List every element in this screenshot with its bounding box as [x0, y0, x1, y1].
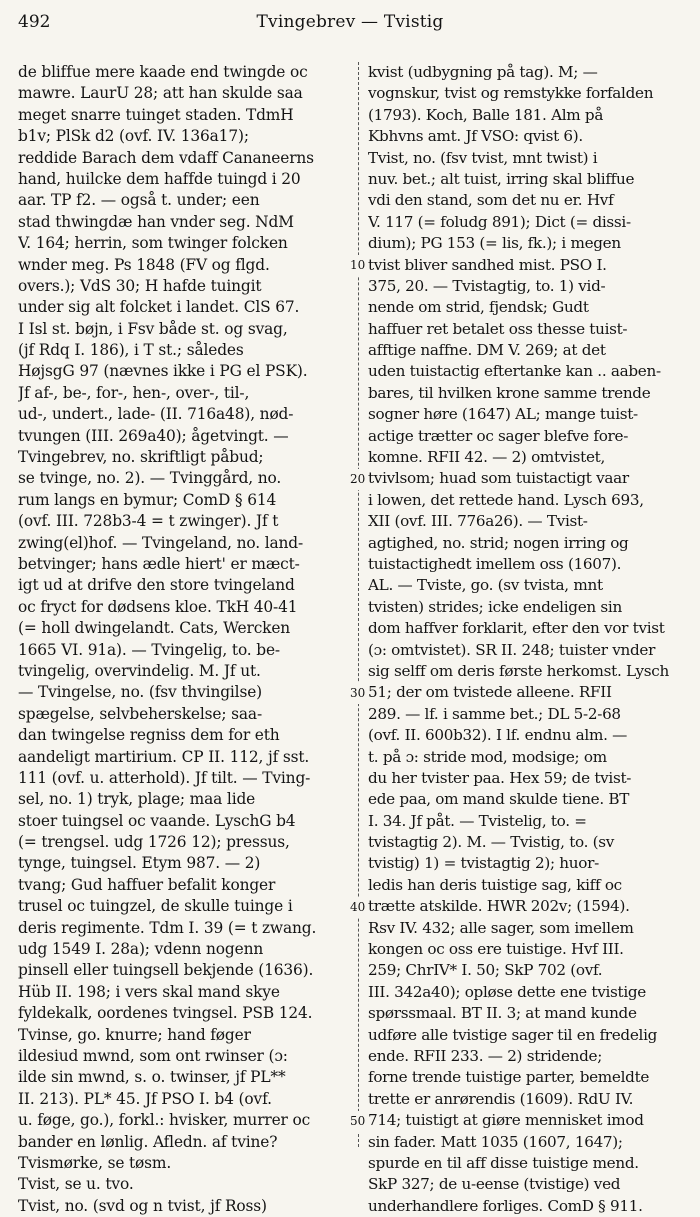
text-line: sin fader. Matt 1035 (1607, 1647); — [368, 1132, 623, 1151]
line-number: 10 — [350, 255, 365, 276]
text-line: betvinger; hans ædle hiert' er mæct- — [18, 554, 300, 573]
text-line: i lowen, det rettede hand. Lysch 693, — [368, 490, 644, 509]
text-line: bares, til hvilken krone samme trende — [368, 383, 651, 402]
text-line: dom haffver forklarit, efter den vor tvist — [368, 619, 665, 638]
text-line: HøjsgG 97 (nævnes ikke i PG el PSK). — [18, 362, 308, 381]
text-line: (= trengsel. udg 1726 12); pressus, — [18, 833, 290, 852]
text-line: ledis han deris tuistige sag, kiff oc — [368, 875, 622, 894]
text-line: ud-, undert., lade- (II. 716a48), nød- — [18, 405, 294, 424]
column-divider — [358, 62, 360, 1147]
text-line: udføre alle tvistige sager til en fredelig — [368, 1025, 658, 1044]
text-line: vognskur, tvist og remstykke forfalden — [368, 84, 654, 103]
text-line: I. 34. Jf påt. — Tvistelig, to. = — [368, 811, 587, 830]
text-line: haffuer ret betalet oss thesse tuist- — [368, 319, 628, 338]
text-line: bander en lønlig. Afledn. af tvine? — [18, 1132, 278, 1151]
text-line: forne trende tuistige parter, bemeldte — [368, 1068, 650, 1087]
line-number: 20 — [350, 469, 365, 490]
text-line: I Isl st. bøjn, i Fsv både st. og svag, — [18, 319, 288, 338]
text-line: rum langs en bymur; ComD § 614 — [18, 490, 277, 509]
text-line: tvistagtig 2). M. — Tvistig, to. (sv — [368, 833, 615, 852]
text-line: aar. TP f2. — også t. under; een — [18, 191, 260, 210]
text-line: kvist (udbygning på tag). M; — — [368, 63, 598, 81]
text-line: tvist bliver sandhed mist. PSO I. — [368, 255, 607, 274]
text-line: Jf af-, be-, for-, hen-, over-, til-, — [18, 383, 250, 402]
text-line: Tvist, no. (svd og n tvist, jf Ross) — [18, 1196, 267, 1215]
text-line: komne. RFII 42. — 2) omtvistet, — [368, 448, 605, 467]
text-line: Kbhvns amt. Jf VSO: qvist 6). — [368, 127, 583, 146]
text-line: sogner høre (1647) AL; mange tuist- — [368, 405, 638, 424]
text-line: de bliffue mere kaade end twingde oc — [18, 63, 308, 81]
text-line: Tvist, se u. tvo. — [18, 1175, 134, 1194]
text-line: du her tvister paa. Hex 59; de tvist- — [368, 768, 632, 787]
text-line: dan twingelse regniss dem for eth — [18, 726, 280, 745]
text-line: (= holl dwingelandt. Cats, Wercken — [18, 619, 291, 638]
text-line: deris regimente. Tdm I. 39 (= t zwang. — [18, 918, 317, 937]
text-line: underhandlere forliges. ComD § 911. — [368, 1196, 643, 1215]
text-line: tvungen (III. 269a40); ågetvingt. — — [18, 426, 289, 445]
text-line: oc fryct for dødsens kloe. TkH 40-41 — [18, 597, 298, 616]
text-line: ildesiud mwnd, som ont rwinser (ɔ: — [18, 1046, 288, 1065]
line-number: 40 — [350, 897, 365, 918]
text-line: III. 342a40); opløse dette ene tvistige — [368, 982, 646, 1001]
text-line: under sig alt folcket i landet. ClS 67. — [18, 298, 300, 317]
text-line: wnder meg. Ps 1848 (FV og flgd. — [18, 255, 270, 274]
right-column — [368, 62, 686, 1217]
text-line: kongen oc oss ere tuistige. Hvf III. — [368, 940, 624, 959]
left-column — [18, 62, 348, 1217]
text-line: udg 1549 I. 28a); vdenn nogenn — [18, 940, 264, 959]
text-line: tvang; Gud haffuer befalit konger — [18, 875, 276, 894]
text-line: afftige naffne. DM V. 269; at det — [368, 341, 606, 360]
text-line: Tvingebrev, no. skriftligt påbud; — [18, 448, 264, 467]
text-line: Tvismørke, se tøsm. — [18, 1153, 172, 1172]
text-line: sig selff om deris første herkomst. Lysch — [368, 661, 669, 680]
text-line: stad thwingdæ han vnder seg. NdM — [18, 212, 294, 231]
text-line: (ovf. III. 728b3-4 = t zwinger). Jf t — [18, 512, 279, 531]
text-line: b1v; PlSk d2 (ovf. IV. 136a17); — [18, 127, 249, 146]
line-number: 30 — [350, 683, 365, 704]
text-line: SkP 327; de u-eense (tvistige) ved — [368, 1175, 621, 1194]
text-line: overs.); VdS 30; H hafde tuingit — [18, 276, 262, 295]
running-head: Tvingebrev — Tvistig — [256, 12, 444, 32]
line-number: 50 — [350, 1111, 365, 1132]
text-line: 289. — lf. i samme bet.; DL 5-2-68 — [368, 704, 621, 723]
text-line: 259; ChrIV* I. 50; SkP 702 (ovf. — [368, 961, 603, 980]
page-header — [18, 8, 682, 38]
text-line: stoer tuingsel oc vaande. LyschG b4 — [18, 811, 296, 830]
text-line: ede paa, om mand skulde tiene. BT — [368, 790, 630, 809]
text-line: (ovf. II. 600b32). I lf. endnu alm. — — [368, 726, 628, 745]
text-line: tuistactighedt imellem oss (1607). — [368, 554, 622, 573]
text-line: tvingelig, overvindelig. M. Jf ut. — [18, 661, 261, 680]
text-line: fyldekalk, oordenes tvingsel. PSB 124. — [18, 1004, 313, 1023]
text-line: u. føge, go.), forkl.: hvisker, murrer oc — [18, 1111, 311, 1130]
text-line: nende om strid, fjendsk; Gudt — [368, 298, 589, 317]
text-line: 1665 VI. 91a). — Tvingelig, to. be- — [18, 640, 280, 659]
text-line: — Tvingelse, no. (fsv thvingilse) — [18, 683, 263, 702]
text-line: 375, 20. — Tvistagtig, to. 1) vid- — [368, 276, 606, 295]
text-line: actige trætter oc sager blefve fore- — [368, 426, 629, 445]
text-line: dium); PG 153 (= lis, fk.); i megen — [368, 234, 621, 253]
text-line: Rsv IV. 432; alle sager, som imellem — [368, 918, 634, 937]
text-line: spurde en til aff disse tuistige mend. — [368, 1153, 639, 1172]
text-line: Hüb II. 198; i vers skal mand skye — [18, 982, 280, 1001]
text-line: ilde sin mwnd, s. o. twinser, jf PL** — [18, 1068, 286, 1087]
text-line: spægelse, selvbeherskelse; saa- — [18, 704, 262, 723]
text-line: vdi den stand, som det nu er. Hvf — [368, 191, 614, 210]
text-line: sel, no. 1) tryk, plage; maa lide — [18, 790, 256, 809]
text-line: mawre. LaurU 28; att han skulde saa — [18, 84, 303, 103]
page-number: 492 — [18, 12, 51, 32]
text-line: tynge, tuingsel. Etym 987. — 2) — [18, 854, 261, 873]
text-line: spørssmaal. BT II. 3; at mand kunde — [368, 1004, 637, 1023]
text-line: AL. — Tviste, go. (sv tvista, mnt — [368, 576, 603, 595]
text-line: V. 117 (= foludg 891); Dict (= dissi- — [368, 212, 631, 231]
text-line: 51; der om tvistede alleene. RFII — [368, 683, 612, 702]
text-line: (ɔ: omtvistet). SR II. 248; tuister vnder — [368, 640, 656, 659]
text-line: tvistig) 1) = tvistagtig 2); huor- — [368, 854, 599, 873]
text-line: aandeligt martirium. CP II. 112, jf sst. — [18, 747, 310, 766]
text-line: uden tuistactig eftertanke kan .. aaben- — [368, 362, 661, 381]
text-line: 111 (ovf. u. atterhold). Jf tilt. — Tving- — [18, 768, 311, 787]
text-line: V. 164; herrin, som twinger folcken — [18, 234, 288, 253]
text-line: Tvist, no. (fsv tvist, mnt twist) i — [368, 148, 598, 167]
text-line: trette er anrørendis (1609). RdU IV. — [368, 1089, 634, 1108]
text-line: Tvinse, go. knurre; hand føger — [18, 1025, 251, 1044]
text-line: se tvinge, no. 2). — Tvinggård, no. — [18, 469, 282, 488]
text-line: hand, huilcke dem haffde tuingd i 20 — [18, 169, 301, 188]
text-line: meget snarre tuinget staden. TdmH — [18, 105, 294, 124]
text-line: zwing(el)hof. — Tvingeland, no. land- — [18, 533, 304, 552]
text-line: tvivlsom; huad som tuistactigt vaar — [368, 469, 629, 488]
text-line: trætte atskilde. HWR 202v; (1594). — [368, 897, 630, 916]
text-line: t. på ɔ: stride mod, modsige; om — [368, 747, 607, 766]
text-line: trusel oc tuingzel, de skulle tuinge i — [18, 897, 293, 916]
text-line: pinsell eller tuingsell bekjende (1636). — [18, 961, 314, 980]
text-line: (1793). Koch, Balle 181. Alm på — [368, 105, 604, 124]
text-line: reddide Barach dem vdaff Cananeerns — [18, 148, 314, 167]
text-line: 714; tuistigt at giøre mennisket imod — [368, 1111, 644, 1130]
text-line: tvisten) strides; icke endeligen sin — [368, 597, 622, 616]
text-line: ende. RFII 233. — 2) stridende; — [368, 1046, 603, 1065]
text-line: agtighed, no. strid; nogen irring og — [368, 533, 629, 552]
text-line: XII (ovf. III. 776a26). — Tvist- — [368, 512, 588, 531]
text-line: nuv. bet.; alt tuist, irring skal bliffue — [368, 169, 635, 188]
text-line: II. 213). PL* 45. Jf PSO I. b4 (ovf. — [18, 1089, 272, 1108]
text-line: (jf Rdq I. 186), i T st.; således — [18, 341, 244, 360]
text-line: igt ud at drifve den store tvingeland — [18, 576, 295, 595]
